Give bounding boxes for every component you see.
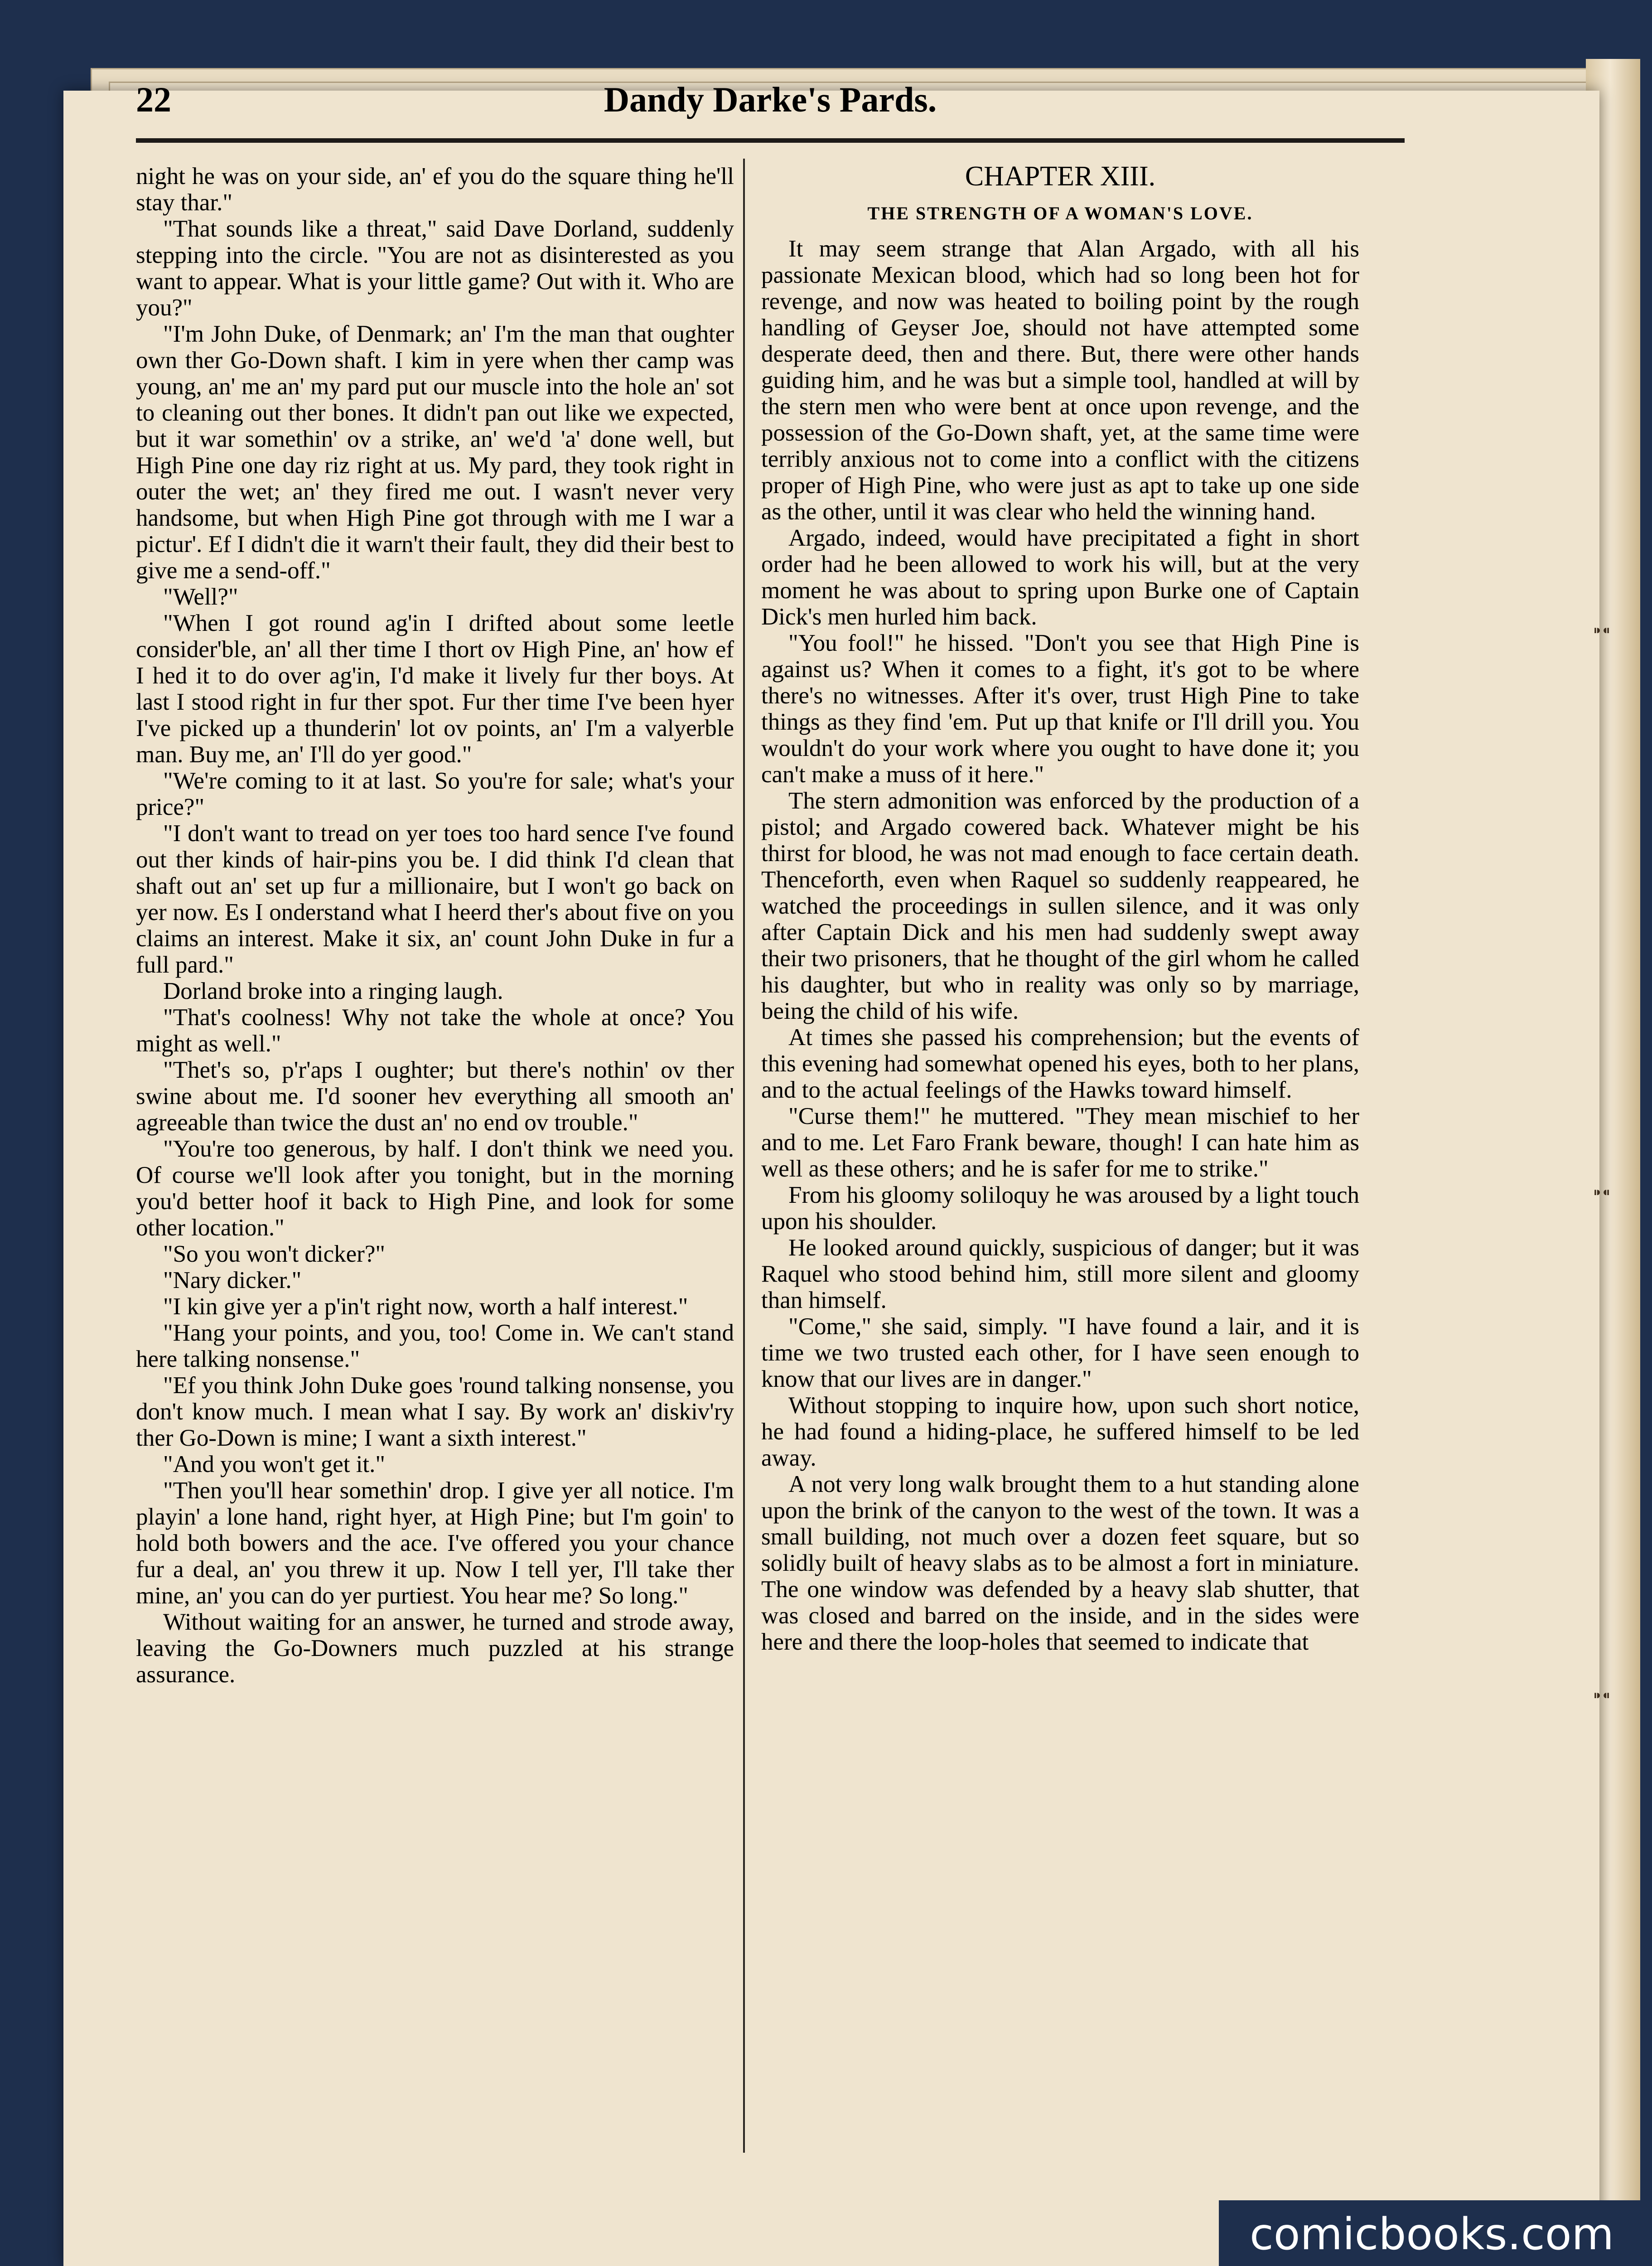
- paragraph: "Hang your points, and you, too! Come in. We can't stand here talking nonsense.": [136, 1320, 734, 1372]
- running-title: Dandy Darke's Pards.: [604, 80, 937, 119]
- paragraph: "You're too generous, by half. I don't think we need you. Of course we'll look after you tonight, but in the morning you'd better hoof it back to High Pine, and look for some other location.": [136, 1136, 734, 1241]
- header-rule: [136, 138, 1405, 143]
- paragraph: "And you won't get it.": [163, 1451, 386, 1477]
- staple-icon: ⁍⁌: [1593, 1183, 1611, 1204]
- paragraph: "Nary dicker.": [163, 1267, 302, 1293]
- right-column: [761, 163, 1359, 1655]
- paragraph: "Thet's so, p'r'aps I oughter; but there's nothin' ov ther swine about me. I'd sooner hev everything all smooth an' agreeable than twice the dust an' no end ov trouble.": [136, 1057, 734, 1136]
- paragraph: "I kin give yer a p'in't right now, worth a half interest.": [163, 1293, 688, 1320]
- column-divider: [743, 159, 745, 2153]
- paragraph: Without waiting for an answer, he turned and strode away, leaving the Go-Downers much puzzled at his strange assurance.: [136, 1609, 734, 1688]
- paragraph: "You fool!" he hissed. "Don't you see that High Pine is against us? When it comes to a fight, it's got to be where there's no witnesses. After it's over, trust High Pine to take things as they find 'em. Put up that knife or I'll drill you. You wouldn't do your work where you ought to have done it; you can't make a muss of it here.": [761, 630, 1359, 788]
- paragraph: Argado, indeed, would have precipitated a fight in short order had he been allowed to work his will, but at the very moment he was about to spring upon Burke one of Captain Dick's men hurled him back.: [761, 525, 1359, 630]
- paragraph: "When I got round ag'in I drifted about some leetle consider'ble, an' all ther time I thort ov High Pine, an' how ef I hed it to do over ag'in, I'd make it lively fur ther boys. At last I stood right in fur ther spot. Fur ther time I've been hyer I've picked up a thunderin' lot ov points, an' I'm a valyerble man. Buy me, an' I'll do yer good.": [136, 610, 734, 768]
- paragraph: "We're coming to it at last. So you're for sale; what's your price?": [136, 768, 734, 820]
- paragraph: It may seem strange that Alan Argado, with all his passionate Mexican blood, which had so long been hot for revenge, and now was heated to boiling point by the rough handling of Geyser Joe, should not have attempted some desperate deed, then and there. But, there were other hands guiding him, and he was but a simple tool, handled at will by the stern men who were bent at once upon revenge, and the possession of the Go-Down shaft, yet, at the same time were terribly anxious not to come into a conflict with the citizens proper of High Pine, who were just as apt to take up one side as the other, until it was clear who held the winning hand.: [761, 236, 1359, 525]
- paragraph: He looked around quickly, suspicious of danger; but it was Raquel who stood behind him, still more silent and gloomy than himself.: [761, 1235, 1359, 1313]
- paragraph: night he was on your side, an' ef you do the square thing he'll stay thar.": [136, 163, 734, 216]
- paragraph: Without stopping to inquire how, upon such short notice, he had found a hiding-place, he suffered himself to be led away.: [761, 1392, 1359, 1471]
- paragraph: "That sounds like a threat," said Dave Dorland, suddenly stepping into the circle. "You are not as disinterested as you want to appear. What is your little game? Out with it. Who are you?": [136, 216, 734, 321]
- page-header: [136, 79, 1405, 134]
- chapter-title: THE STRENGTH OF A WOMAN'S LOVE.: [867, 203, 1253, 223]
- paragraph: A not very long walk brought them to a hut standing alone upon the brink of the canyon to the west of the town. It was a small building, not much over a dozen feet square, but so solidly built of heavy slabs as to be almost a fort in miniature. The one window was defended by a heavy slab shutter, that was closed and barred on the inside, and in the sides were here and there the loop-holes that seemed to indicate that: [761, 1471, 1359, 1655]
- staple-icon: ⁍⁌: [1593, 621, 1611, 642]
- paragraph: "Then you'll hear somethin' drop. I give yer all notice. I'm playin' a lone hand, right hyer, at High Pine; but I'm goin' to hold both bowers and the ace. I've offered you your chance fur a deal, an' you threw it up. Now I tell yer, I'll take ther mine, an' you can do yer purtiest. You hear me? So long.": [136, 1477, 734, 1609]
- paragraph: "Come," she said, simply. "I have found a lair, and it is time we two trusted each other, for I have seen enough to know that our lives are in danger.": [761, 1313, 1359, 1392]
- paragraph: Dorland broke into a ringing laugh.: [163, 978, 503, 1004]
- paragraph: At times she passed his comprehension; but the events of this evening had somewhat opened his eyes, both to her plans, and to the actual feelings of the Hawks toward himself.: [761, 1024, 1359, 1103]
- staple-icon: ⁍⁌: [1593, 1686, 1611, 1707]
- left-column: [136, 163, 734, 1688]
- paragraph: "Ef you think John Duke goes 'round talking nonsense, you don't know much. I mean what I say. By work an' diskiv'ry ther Go-Down is mine; I want a sixth interest.": [136, 1372, 734, 1451]
- watermark-logo: comicbooks.com: [1219, 2200, 1645, 2266]
- paragraph: From his gloomy soliloquy he was aroused by a light touch upon his shoulder.: [761, 1182, 1359, 1235]
- paragraph: "That's coolness! Why not take the whole at once? You might as well.": [136, 1004, 734, 1057]
- paragraph: "Curse them!" he muttered. "They mean mischief to her and to me. Let Faro Frank beware, though! I can hate him as well as these others; and he is safer for me to strike.": [761, 1103, 1359, 1182]
- paragraph: "I don't want to tread on yer toes too hard sence I've found out ther kinds of hair-pins you be. I did think I'd clean that shaft out an' set up fur a millionaire, but I won't go back on yer now. Es I onderstand what I heerd ther's about five on you claims an interest. Make it six, an' count John Duke in fur a full pard.": [136, 820, 734, 978]
- paragraph: The stern admonition was enforced by the production of a pistol; and Argado cowered back. Whatever might be his thirst for blood, he was not mad enough to face certain death. Thenceforth, even when Raquel so suddenly reappeared, he watched the proceedings in sullen silence, and it was only after Captain Dick and his men had suddenly swept away their two prisoners, that he thought of the girl whom he called his daughter, but who in reality was only so by marriage, being the child of his wife.: [761, 788, 1359, 1024]
- paragraph: "So you won't dicker?": [163, 1241, 385, 1267]
- page-number: 22: [136, 80, 171, 119]
- paragraph: "Well?": [163, 584, 238, 610]
- chapter-heading: CHAPTER XIII.: [965, 161, 1156, 192]
- paragraph: "I'm John Duke, of Denmark; an' I'm the man that oughter own ther Go-Down shaft. I kim in yere when ther camp was young, an' me an' my pard put our muscle into the hole an' sot to cleaning out ther bones. It didn't pan out like we expected, but it war somethin' ov a strike, an' we'd 'a' done well, but High Pine one day riz right at us. My pard, they took right in outer the wet; an' they fired me out. I wasn't never very handsome, but when High Pine got through with me I war a pictur'. Ef I didn't die it warn't their fault, they did their best to give me a send-off.": [136, 321, 734, 584]
